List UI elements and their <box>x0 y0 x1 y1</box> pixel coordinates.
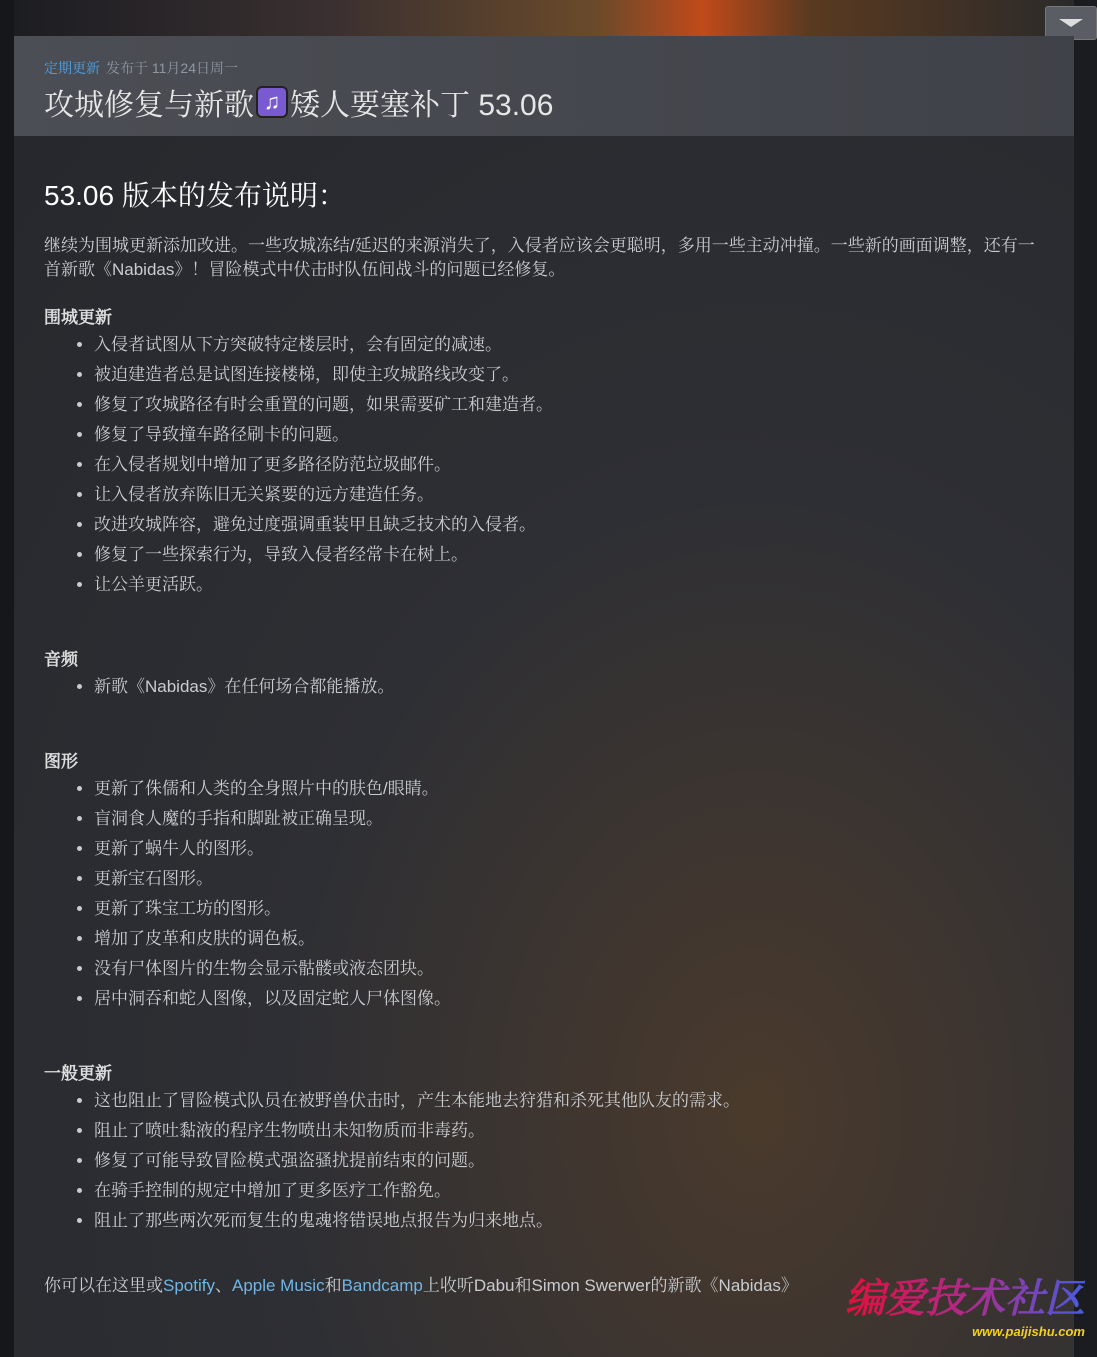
text: 上收听Dabu和Simon Swerwer的新歌《Nabidas》 <box>422 1276 798 1295</box>
list-item: • 在骑手控制的规定中增加了更多医疗工作豁免。 <box>94 1176 1044 1206</box>
category-tag[interactable]: 定期更新 <box>44 60 100 76</box>
post-date: 11月24日周一 <box>151 60 238 76</box>
section-title: 音频 <box>44 650 78 669</box>
list-item: • 修复了一些探索行为，导致入侵者经常卡在树上。 <box>94 540 1044 570</box>
section-list <box>44 330 1044 600</box>
music-note-icon: ♫ <box>256 86 288 118</box>
list-item: • 更新了珠宝工坊的图形。 <box>94 894 1044 924</box>
list-item: • 居中洞吞和蛇人图像，以及固定蛇人尸体图像。 <box>94 984 1044 1014</box>
section-title: 一般更新 <box>44 1064 112 1083</box>
section-list <box>44 1086 1044 1236</box>
list-item: • 改进攻城阵容，避免过度强调重装甲且缺乏技术的入侵者。 <box>94 510 1044 540</box>
section-title: 围城更新 <box>44 308 112 327</box>
title-part: 攻城修复与新歌 <box>44 89 254 122</box>
header-banner-image <box>14 0 1074 36</box>
list-item: • 没有尸体图片的生物会显示骷髅或液态团块。 <box>94 954 1044 984</box>
watermark-url: www.paijishu.com <box>972 1324 1085 1339</box>
list-item: • 修复了可能导致冒险模式强盗骚扰提前结束的问题。 <box>94 1146 1044 1176</box>
title-part: 矮人要塞补丁 53.06 <box>290 89 554 122</box>
list-item: • 让公羊更活跃。 <box>94 570 1044 600</box>
post-content <box>14 136 1074 1357</box>
list-item: • 阻止了喷吐黏液的程序生物喷出未知物质而非毒药。 <box>94 1116 1044 1146</box>
section-list <box>44 672 1044 702</box>
bandcamp-link[interactable]: Bandcamp <box>341 1276 423 1295</box>
list-item: • 增加了皮革和皮肤的调色板。 <box>94 924 1044 954</box>
list-item: • 新歌《Nabidas》在任何场合都能播放。 <box>94 672 1044 702</box>
list-item: • 在入侵者规划中增加了更多路径防范垃圾邮件。 <box>94 450 1044 480</box>
chevron-down-icon <box>1059 19 1083 27</box>
section-title: 图形 <box>44 752 78 771</box>
list-item: • 入侵者试图从下方突破特定楼层时，会有固定的减速。 <box>94 330 1044 360</box>
list-item: • 更新了蜗牛人的图形。 <box>94 834 1044 864</box>
list-item: • 这也阻止了冒险模式队员在被野兽伏击时，产生本能地去狩猎和杀死其他队友的需求。 <box>94 1086 1044 1116</box>
list-item: • 让入侵者放弃陈旧无关紧要的远方建造任务。 <box>94 480 1044 510</box>
list-item: • 被迫建造者总是试图连接楼梯，即使主攻城路线改变了。 <box>94 360 1044 390</box>
dropdown-button[interactable] <box>1045 6 1097 40</box>
list-item: • 盲洞食人魔的手指和脚趾被正确呈现。 <box>94 804 1044 834</box>
list-item: • 更新宝石图形。 <box>94 864 1044 894</box>
list-item: • 修复了攻城路径有时会重置的问题，如果需要矿工和建造者。 <box>94 390 1044 420</box>
intro-paragraph: 继续为围城更新添加改进。一些攻城冻结/延迟的来源消失了，入侵者应该会更聪明，多用一些主动冲撞。一些新的画面调整，还有一首新歌《Nabidas》！冒险模式中伏击时队伍间战斗的问题已经修复。 <box>44 236 1035 279</box>
text: 和 <box>324 1276 342 1295</box>
text: 、 <box>214 1276 232 1295</box>
posted-label: 发布于 <box>106 60 148 76</box>
list-item: • 更新了侏儒和人类的全身照片中的肤色/眼睛。 <box>94 774 1044 804</box>
post-header <box>14 36 1074 136</box>
list-item: • 修复了导致撞车路径刷卡的问题。 <box>94 420 1044 450</box>
release-notes-heading: 53.06 版本的发布说明： <box>44 180 346 211</box>
right-background <box>1074 0 1097 1357</box>
left-background <box>0 0 14 1357</box>
watermark-logo <box>845 1267 1085 1339</box>
spotify-link[interactable]: Spotify <box>163 1276 215 1295</box>
section-list <box>44 774 1044 1014</box>
apple-music-link[interactable]: Apple Music <box>231 1276 325 1295</box>
text: 你可以在这里或 <box>44 1276 163 1295</box>
page-title <box>44 80 553 124</box>
watermark-text: 编爱技术社区 <box>845 1267 1085 1324</box>
list-item: • 阻止了那些两次死而复生的鬼魂将错误地点报告为归来地点。 <box>94 1206 1044 1236</box>
